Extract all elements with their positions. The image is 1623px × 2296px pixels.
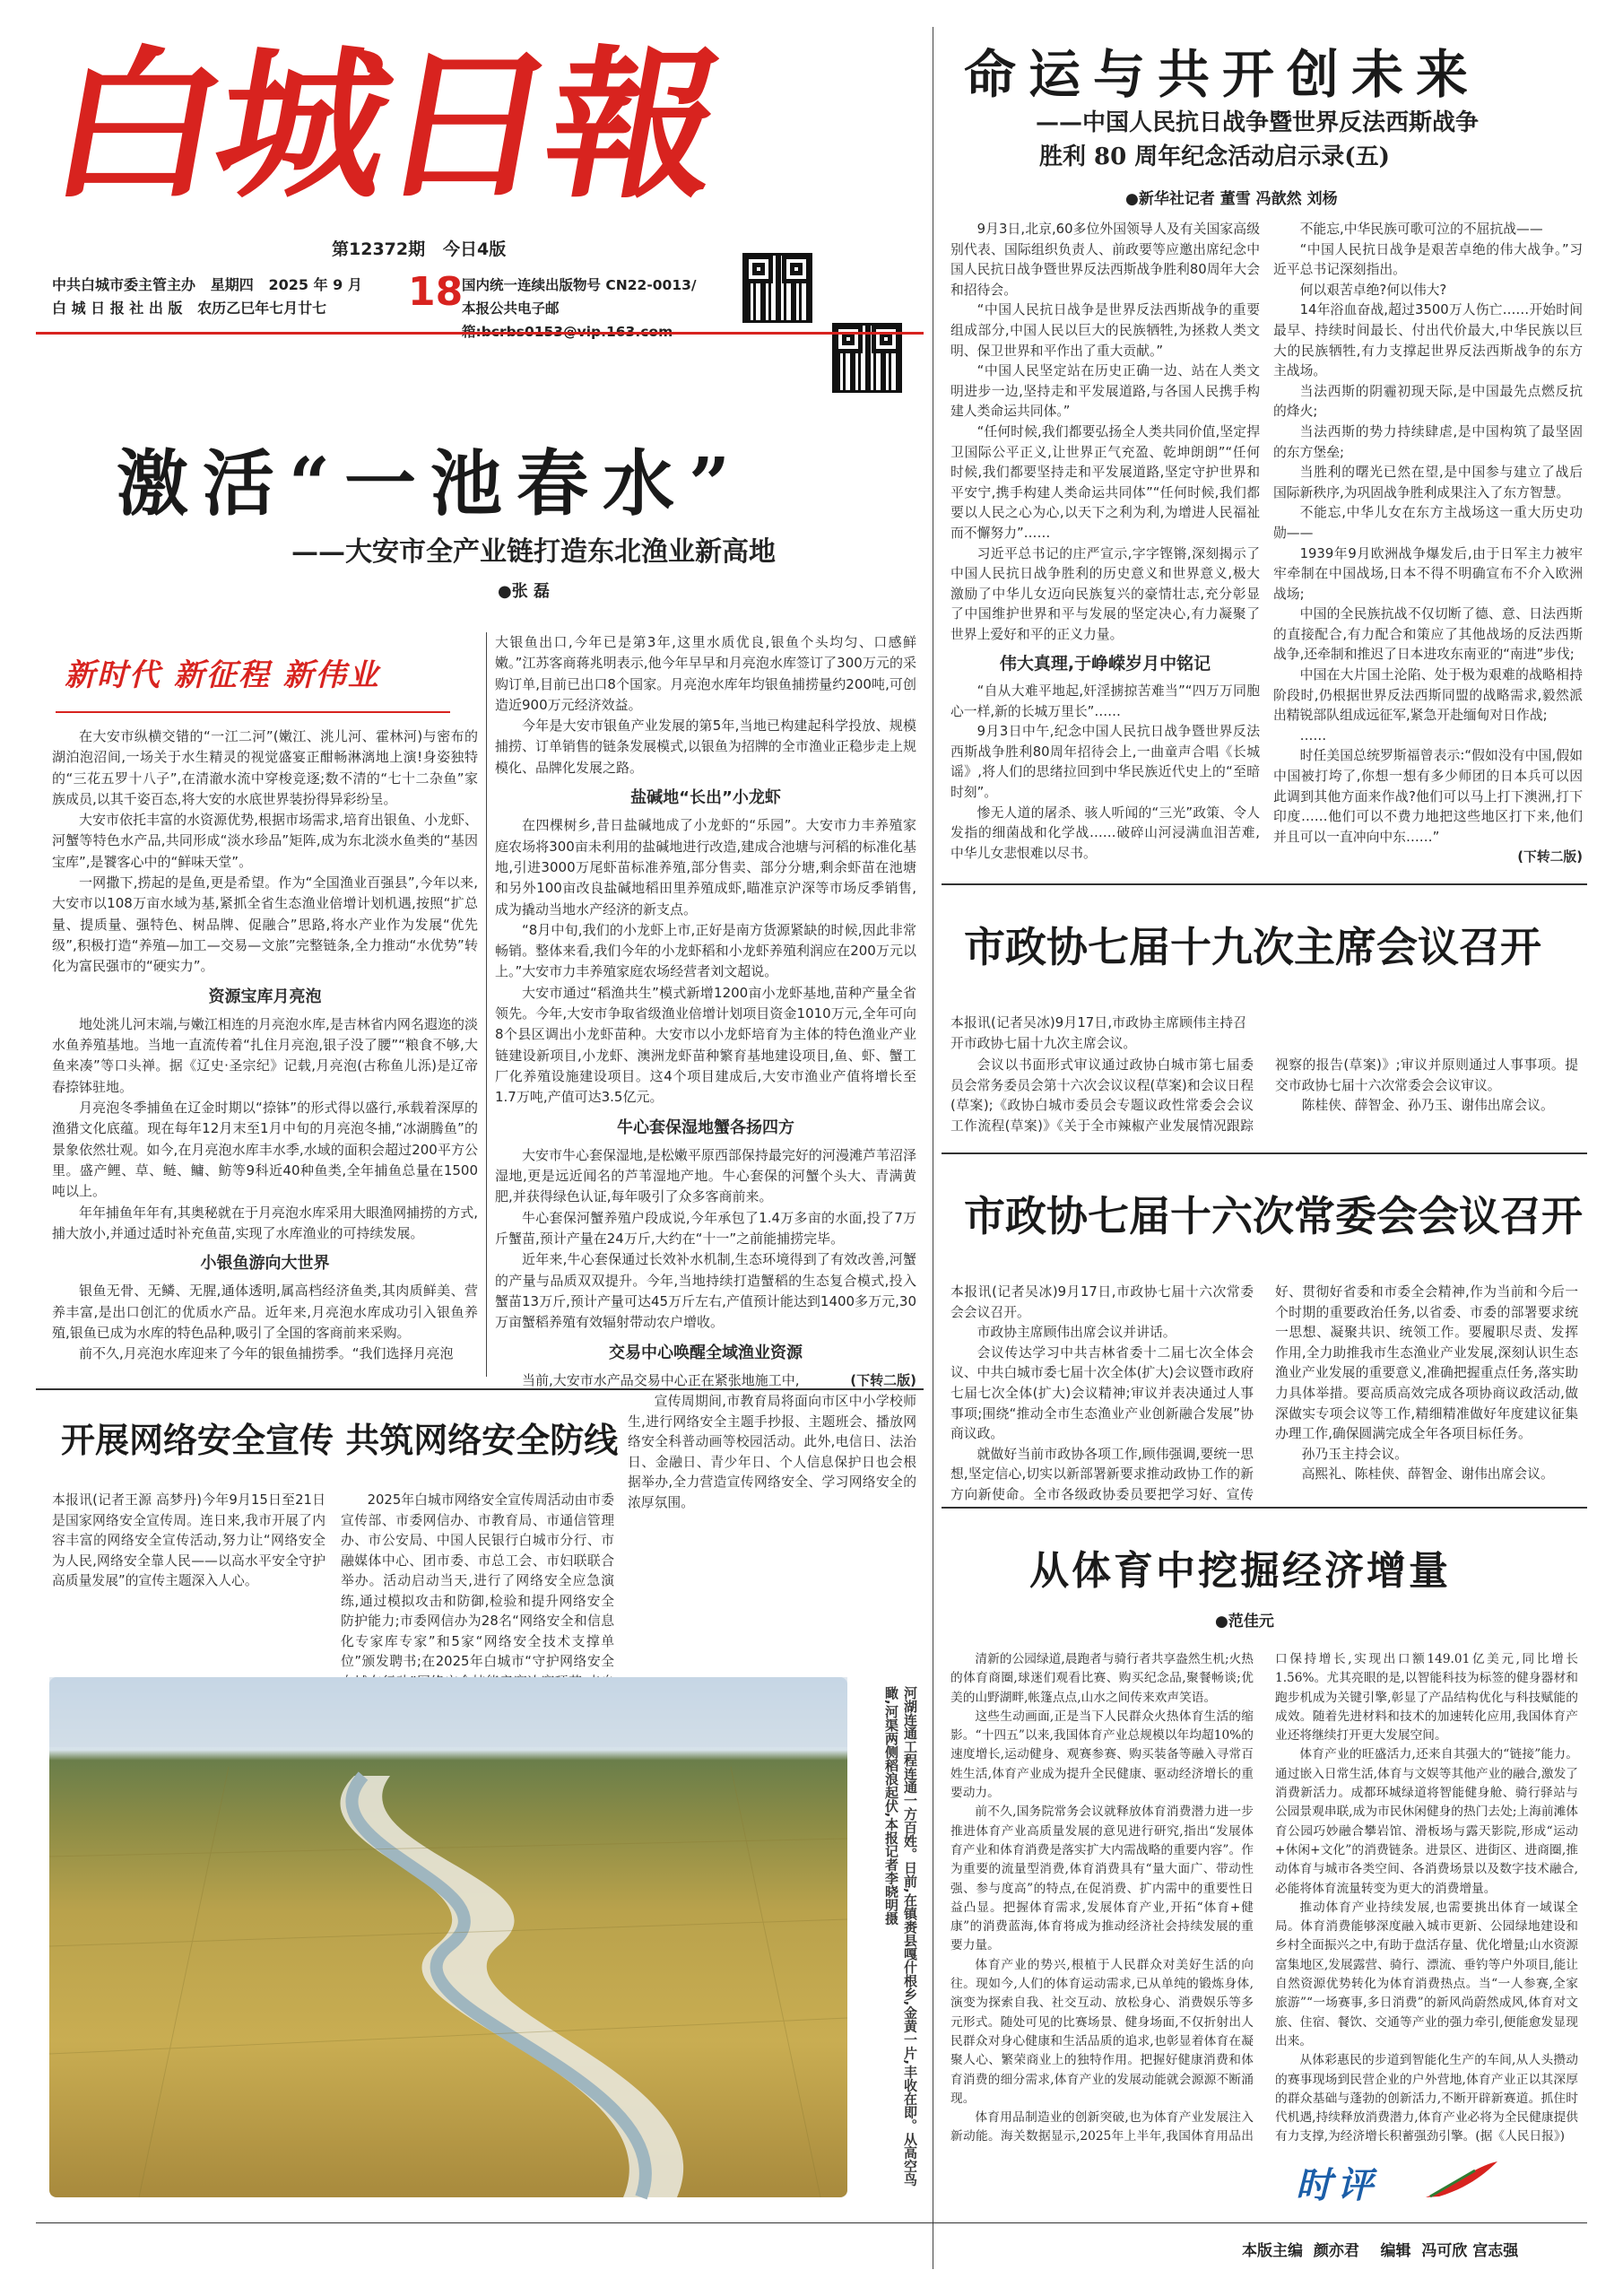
story3-column-2: 会议以书面形式审议通过政协白城市第七届委员会常务委员会第十六次会议议程(草案)和会议日程(草案);《政协白城市委员会专题议政性常委会会议工作流程(草案)》《关于全市辣椒产业发展情况跟踪视察的报告(草案)》;审议并原则通过人事事项。提交市政协七届十六次常委会会议审议。 陈桂侠、薛智金、孙乃玉、谢伟出席会议。	[950, 1057, 1578, 1134]
section-banner: 新时代 新征程 新伟业	[56, 650, 450, 713]
footer-credits: 本版主编 颜亦君 编辑 冯可欣 宫志强	[1242, 2242, 1519, 2260]
continue-note: (下转二版)	[1517, 849, 1583, 865]
masthead-title: 白城日報	[37, 30, 731, 221]
lead-subtitle: ——中国人民抗日战争暨世界反法西斯战争 胜利 80 周年纪念活动启示录(五)	[1036, 109, 1480, 170]
story2-title: 开展网络安全宣传 共筑网络安全防线	[61, 1421, 619, 1460]
column-divider	[486, 632, 487, 1377]
masthead-divider	[36, 332, 924, 335]
lead-column-1: 9月3日,北京,60多位外国领导人及有关国家高级别代表、国际组织负责人、前政要等应邀出席纪念中国人民抗日战争暨世界反法西斯战争胜利80周年大会和招待会。 “中国人民抗日战争是世界反法西斯战争的重要组成部分,中国人民以巨大的民族牺牲,为拯救人类文明、保卫世界和平作出了重大贡献。” “中国人民坚定站在历史正确一边、站在人类文明进步一边,坚持走和平发展道路,与各国人民携手构建人类命运共同体。” “任何时候,我们都要弘扬全人类共同价值,坚定捍卫国际公平正义,让世界正气充盈、乾坤朗朗”“任何时候,我们都要坚持走和平发展道路,坚定守护世界和平安宁,携手构建人类命运共同体”“任何时候,我们都要以人民之心为心,以天下之利为利,为增进人民福祉而不懈努力”…… 习近平总书记的庄严宣示,字字铿锵,深刻揭示了中国人民抗日战争胜利的历史意义和世界意义,极大激励了中华儿女迈向民族复兴的豪情壮志,充分彰显了中国维护世界和平与发展的坚定决心,有力凝聚了世界上爱好和平的正义力量。 伟大真理,于峥嵘岁月中铭记 “自从大难平地起,奸淫掳掠苦难当”“四万万同胞心一样,新的长城万里长”…… 9月3日中午,纪念中国人民抗日战争暨世界反法西斯战争胜利80周年招待会上,一曲童声合唱《长城谣》,将人们的思绪拉回到中华民族近代史上的“至暗时刻”。 惨无人道的屠杀、骇人听闻的“三光”政策、令人发指的细菌战和化学战……破碎山河浸满血泪苦难,中华儿女悲恨难以尽书。	[950, 222, 1260, 861]
footer-divider	[36, 2222, 1587, 2223]
story1-subtitle: ——大安市全产业链打造东北渔业新高地	[291, 536, 776, 568]
story3-column-1: 本报讯(记者吴冰)9月17日,市政协主席顾伟主持召开市政协七届十九次主席会议。	[950, 1015, 1246, 1051]
section-divider	[942, 1507, 1587, 1509]
story1-title: 激活“一池春水”	[117, 441, 745, 526]
qr-code-icon	[742, 253, 812, 323]
masthead-info: 中共白城市委主管主办 星期四 2025 年 9 月 白 城 日 报 社 出 版 农历乙巳年七月廿七	[52, 276, 362, 317]
section-divider	[942, 1152, 1587, 1154]
story2-column-1: 本报讯(记者王源 高梦丹)今年9月15日至21日是国家网络安全宣传周。连日来,我市开展了内容丰富的网络安全宣传活动,努力让“网络安全为人民,网络安全靠人民——以高水平安全守护高质量发展”的宣传主题深入人心。	[52, 1492, 325, 1588]
canal-illustration	[49, 1677, 847, 2197]
story3-title: 市政协七届十九次主席会议召开	[964, 923, 1541, 971]
story5-byline: ●范佳元	[1215, 1613, 1274, 1631]
story1-column-1: 在大安市纵横交错的“一江二河”(嫩江、洮儿河、霍林河)与密布的湖泊泡沼间,一场关于水生精灵的视觉盛宴正酣畅淋漓地上演!身姿独特的“三花五罗十八子”,在清澈水流中穿梭竞逐;数不清的“七十二杂鱼”家族成员,以其千姿百态,将大安的水底世界装扮得异彩纷呈。 大安市依托丰富的水资源优势,根据市场需求,培育出银鱼、小龙虾、河蟹等特色水产品,共同形成“淡水珍品”矩阵,成为东北淡水鱼类的“基因宝库”,是饕客心中的“鲜味天堂”。 一网撒下,捞起的是鱼,更是希望。作为“全国渔业百强县”,今年以来,大安市以108万亩水域为基,紧抓全省生态渔业倍增计划机遇,按照“扩总量、提质量、强特色、树品牌、促融合”思路,将水产业作为发展“优先级”,积极打造“养殖—加工—交易—文旅”完整链条,全力推动“水优势”转化为富民强市的“硬实力”。 资源宝库月亮泡 地处洮儿河末端,与嫩江相连的月亮泡水库,是吉林省内网名遐迩的淡水鱼养殖基地。当地一直流传着“扎住月亮泡,银子没了腰”“粮食不够,大鱼来凑”等口头禅。据《辽史·圣宗纪》记载,月亮泡(古称鱼儿泺)是辽帝春捺钵驻地。 月亮泡冬季捕鱼在辽金时期以“捺钵”的形式得以盛行,承载着深厚的渔猎文化底蕴。现在每年12月末至1月中旬的月亮泡冬捕,“冰湖腾鱼”的景象依然壮观。如今,在月亮泡水库丰水季,水域的面积会超过200平方公里。盛产鲤、草、鲢、鳙、鲂等9科近40种鱼类,全年捕鱼总量在1500吨以上。 年年捕鱼年年有,其奥秘就在于月亮泡水库采用大眼渔网捕捞的方式,捕大放小,并通过适时补充鱼苗,实现了水库渔业的可持续发展。 小银鱼游向大世界 银鱼无骨、无鳞、无腥,通体透明,属高档经济鱼类,其肉质鲜美、营养丰富,是出口创汇的优质水产品。近年来,月亮泡水库成功引入银鱼养殖,银鱼已成为水库的特色品种,吸引了全国的客商前来采购。 前不久,月亮泡水库迎来了今年的银鱼捕捞季。“我们选择月亮泡	[52, 728, 478, 1362]
story2-column-2: 2025年白城市网络安全宣传周活动由市委宣传部、市委网信办、市教育局、市通信管理办、市公安局、中国人民银行白城市分行、市融媒体中心、团市委、市总工会、市妇联联合举办。活动启动当天,进行了网络安全应急演练,通过模拟攻击和防御,检验和提升网络安全防护能力;市委网信办为28名“网络安全和信息化专家库专家”和5家“网络安全技术支撑单位”颁发聘书;在2025年白城市“守护网络安全	[341, 1492, 614, 1669]
lead-byline: ●新华社记者 董雪 冯歆然 刘杨	[1125, 190, 1338, 208]
aerial-photo	[49, 1677, 847, 2197]
story4-columns: 本报讯(记者吴冰)9月17日,市政协七届十六次常委会会议召开。 市政协主席顾伟出席会议并讲话。 会议传达学习中共吉林省委十二届七次全体会议、中共白城市委七届十次全体(扩大)会议暨市政府七届七次全体(扩大)会议精神;审议并表决通过人事事项;围绕“推动全市生态渔业产业创新融合发展”协商议政。 就做好当前市政协各项工作,顾伟强调,要统一思想,坚定信心,切实以新部署新要求推动政协工作的新方向新使命。全市各级政协委员要把学习好、宣传好、贯彻好省委和市委全会精神,作为当前和今后一个时期的重要政治任务,以省委、市委的部署要求统一思想、凝聚共识、统领工作。要履职尽责、发挥作用,全力助推我市生态渔业产业发展,深刻认识生态渔业产业发展的重要意义,准确把握重点任务,落实助力具体举措。要高质高效完成各项协商议政活动,做深做实专项会议等工作,精细精准做好年度建议征集办理工作,确保圆满完成全年各项目标任务。 孙乃玉主持会议。 高熙礼、陈桂侠、薛智金、谢伟出席会议。	[950, 1284, 1578, 1502]
masthead	[36, 27, 731, 251]
story5-columns: 清新的公园绿道,晨跑者与骑行者共享盎然生机;火热的体育商圈,球迷们观看比赛、购买纪念品,聚餐畅谈;优美的山野湖畔,帐篷点点,山水之间传来欢声笑语。 这些生动画面,正是当下人民群众火热体育生活的缩影。“十四五”以来,我国体育产业总规模以年均超10%的速度增长,运动健身、观赛参赛、购买装备等融入寻常百姓生活,体育产业成为提升全民健康、驱动经济增长的重要动力。 前不久,国务院常务会议就释放体育消费潜力进一步推进体育产业高质量发展的意见进行研究,指出“发展体育产业和体育消费是落实扩大内需战略的重要内容”。作为重要的流量型消费,体育消费具有“量大面广、带动性强、参与度高”的特点,在促消费、扩内需中的重要性日益凸显。把握体育需求,发展体育产业,开拓“体育+健康”的消费蓝海,体育将成为推动经济社会持续发展的重要力量。 体育产业的势兴,根植于人民群众对美好生活的向往。现如今,人们的体育运动需求,已从单纯的锻炼身体,演变为探索自我、社交互动、放松身心、消费娱乐等多元形式。随处可见的比赛场景、健身场面,不仅折射出人民群众对身心健康和生活品质的追求,也彰显着体育在凝聚人心、繁荣商业上的独特作用。把握好健康消费和体育消费的细分需求,体育产业的发展动能就会源源不断涌现。 体育用品制造业的创新突破,也为体育产业发展注入新动能。海关数据显示,2025年上半年,我国体育用品出口保持增长,实现出口额149.01亿美元,同比增长1.56%。尤其亮眼的是,以智能科技为标签的健身器材和跑步机成为关键引擎,彰显了产品结构优化与科技赋能的成效。随着先进材料和技术的加速转化应用,我国体育产业还将继续打开更大发展空间。 体育产业的旺盛活力,还来自其强大的“链接”能力。通过嵌入日常生活,体育与文娱等其他产业的融合,激发了消费新活力。成都环城绿道将智能健身舱、骑行驿站与公园景观串联,成为市民休闲健身的热门去处;上海前滩体育公园巧妙融合攀岩馆、滑板场与露天影院,形成“运动+休闲+文化”的消费链条。进景区、进街区、进商圈,推动体育与城市各类空间、各消费场景以及数字技术融合,必能将体育流量转变为更大的消费增量。 推动体育产业持续发展,也需要挑出体育一域谋全局。体育消费能够深度融入城市更新、公园绿地建设和乡村全面振兴之中,有助于盘活存量、优化增量;山水资源富集地区,发展露营、骑行、漂流、垂钓等户外项目,能让自然资源优势转化为体育消费热点。当“一人参赛,全家旅游”“一场赛事,多日消费”的新风尚蔚然成风,体育对文旅、住宿、餐饮、交通等产业的强力牵引,便能愈发显现出来。 从体彩惠民的步道到智能化生产的车间,从人头攒动的赛事现场到民营企业的户外营地,体育产业正以其深厚的群众基础与蓬勃的创新活力,不断开辟新赛道。抓住时代机遇,持续释放消费潜力,体育产业必将为全民健康提供有力支撑,为经济增长积蓄强劲引擎。(据《人民日报》)	[950, 1652, 1578, 2144]
story5-title: 从体育中挖掘经济增量	[1029, 1548, 1451, 1594]
issue-number: 第12372期 今日4版	[332, 239, 507, 259]
day-number: 18	[408, 269, 464, 315]
commentary-badge: 时评	[1296, 2157, 1511, 2206]
lead-column-2: 不能忘,中华民族可歌可泣的不屈抗战—— “中国人民抗日战争是艰苦卓绝的伟大战争。”习近平总书记深刻指出。 何以艰苦卓绝?何以伟大? 14年浴血奋战,超过3500万人伤亡……开始时间最早、持续时间最长、付出代价最大,中华民族以巨大的民族牺牲,有力支撑起世界反法西斯战争的东方主战场。 当法西斯的阴霾初现天际,是中国最先点燃反抗的烽火; 当法西斯的势力持续肆虐,是中国构筑了最坚固的东方堡垒; 当胜利的曙光已然在望,是中国参与建立了战后国际新秩序,为巩固战争胜利成果注入了东方智慧。 不能忘,中华儿女在东方主战场这一重大历史功勋—— 1939年9月欧洲战争爆发后,由于日军主力被牢牢牵制在中国战场,日本不得不明确宣布不介入欧洲战场; 中国的全民族抗战不仅切断了德、意、日法西斯的直接配合,有力配合和策应了其他战场的反法西斯战争,还牵制和推迟了日本进攻东南亚的“南进”步伐; 中国在大片国土沦陷、处于极为艰难的战略相持阶段时,仍根据世界反法西斯同盟的战略需求,毅然派出精锐部队组成远征军,紧急开赴缅甸对日作战; …… 时任美国总统罗斯福曾表示:“假如没有中国,假如中国被打垮了,你想一想有多少师团的日本兵可以因此调到其他方面来作战?他们可以马上打下澳洲,打下印度……他们可以不费力地把这些地区打下来,他们并且可以一直冲向中东……” (下转二版)	[1273, 220, 1583, 868]
lead-title: 命运与共开创未来	[964, 44, 1481, 105]
publication-info: 国内统一连续出版物号 CN22-0013/ 本报公共电子邮	[462, 277, 697, 317]
story2-column-3: 宣传周期间,市教育局将面向市区中小学校师生,进行网络安全主题手抄报、主题班会、播放网络安全科普动画等校园活动。此外,电信日、法治日、金融日、青少年日、个人信息保护日也会根据举办,全力营造宣传网络安全、学习网络安全的浓厚氛围。	[628, 1394, 916, 1510]
section-divider	[942, 883, 1587, 885]
story1-byline: ●张 磊	[498, 582, 550, 601]
story1-column-2: 大银鱼出口,今年已是第3年,这里水质优良,银鱼个头均匀、口感鲜嫩。”江苏客商蒋兆明表示,他今年早早和月亮泡水库签订了300万元的采购订单,目前已出口8个国家。月亮泡水库年均银鱼捕捞量约200吨,可创造近900万元经济效益。 今年是大安市银鱼产业发展的第5年,当地已构建起科学投放、规模捕捞、订单销售的链条发展模式,以银鱼为招牌的全市渔业正稳步走上规模化、品牌化发展之路。 盐碱地“长出”小龙虾 在四棵树乡,昔日盐碱地成了小龙虾的“乐园”。大安市力丰养殖家庭农场将300亩未利用的盐碱地进行改造,建成合池塘与河稻的标准化基地,引进3000万尾虾苗标准养殖,部分售卖、部分分塘,剩余虾苗在池塘和另外100亩改良盐碱地稻田里养殖成虾,瞄准京沪深等市场反季销售,成为撬动当地水产经济的新支点。 “8月中旬,我们的小龙虾上市,正好是南方货源紧缺的时候,因此非常畅销。整体来看,我们今年的小龙虾稻和小龙虾养殖利润应在200万元以上。”大安市力丰养殖家庭农场经营者刘文超说。 大安市通过“稻渔共生”模式新增1200亩小龙虾基地,苗种产量全省领先。今年,大安市争取省级渔业倍增计划项目资金1010万元,全年可向8个县区调出小龙虾苗种。大安市以小龙虾培育为主体的特色渔业产业链建设新项目,小龙虾、澳洲龙虾苗种繁育基地建设项目,鱼、虾、蟹工厂化养殖设施建设项目。这4个项目建成后,大安市渔业产值将增长至1.7万吨,产值可达3.5亿元。 牛心套保湿地蟹各扬四方 大安市牛心套保湿地,是松嫩平原西部保持最完好的河漫滩芦苇沼泽湿地,更是远近闻名的芦苇湿地产地。牛心套保的河蟹个头大、青满黄肥,并获得绿色认证,每年吸引了众多客商前来。 牛心套保河蟹养殖户段成说,今年承包了1.4万多亩的水面,投了7万斤蟹苗,预计产量在24万斤,大约在“十一”之前能捕捞完毕。 近年来,牛心套保通过长效补水机制,生态环境得到了有效改善,河蟹的产量与品质双双提升。今年,当地持续打造蟹稻的生态复合模式,投入蟹苗13万斤,预计产量可达45万斤左右,产值预计能达到1400多万元,30万亩蟹稻养殖有效辐射带动农户增收。 交易中心唤醒全域渔业资源 当前,大安市水产品交易中心正在紧张地施工中, (下转二版)	[495, 634, 916, 1388]
quill-pen-icon	[1421, 2157, 1502, 2202]
photo-caption: 河湖连通工程连通一方百姓。日前,在镇赉县嘎什根乡,金黄一片,丰收在即。从高空鸟瞰,河渠两侧稻浪起伏,本报记者李晓明摄	[883, 1686, 918, 2187]
story4-title: 市政协七届十六次常委会会议召开	[964, 1192, 1583, 1240]
